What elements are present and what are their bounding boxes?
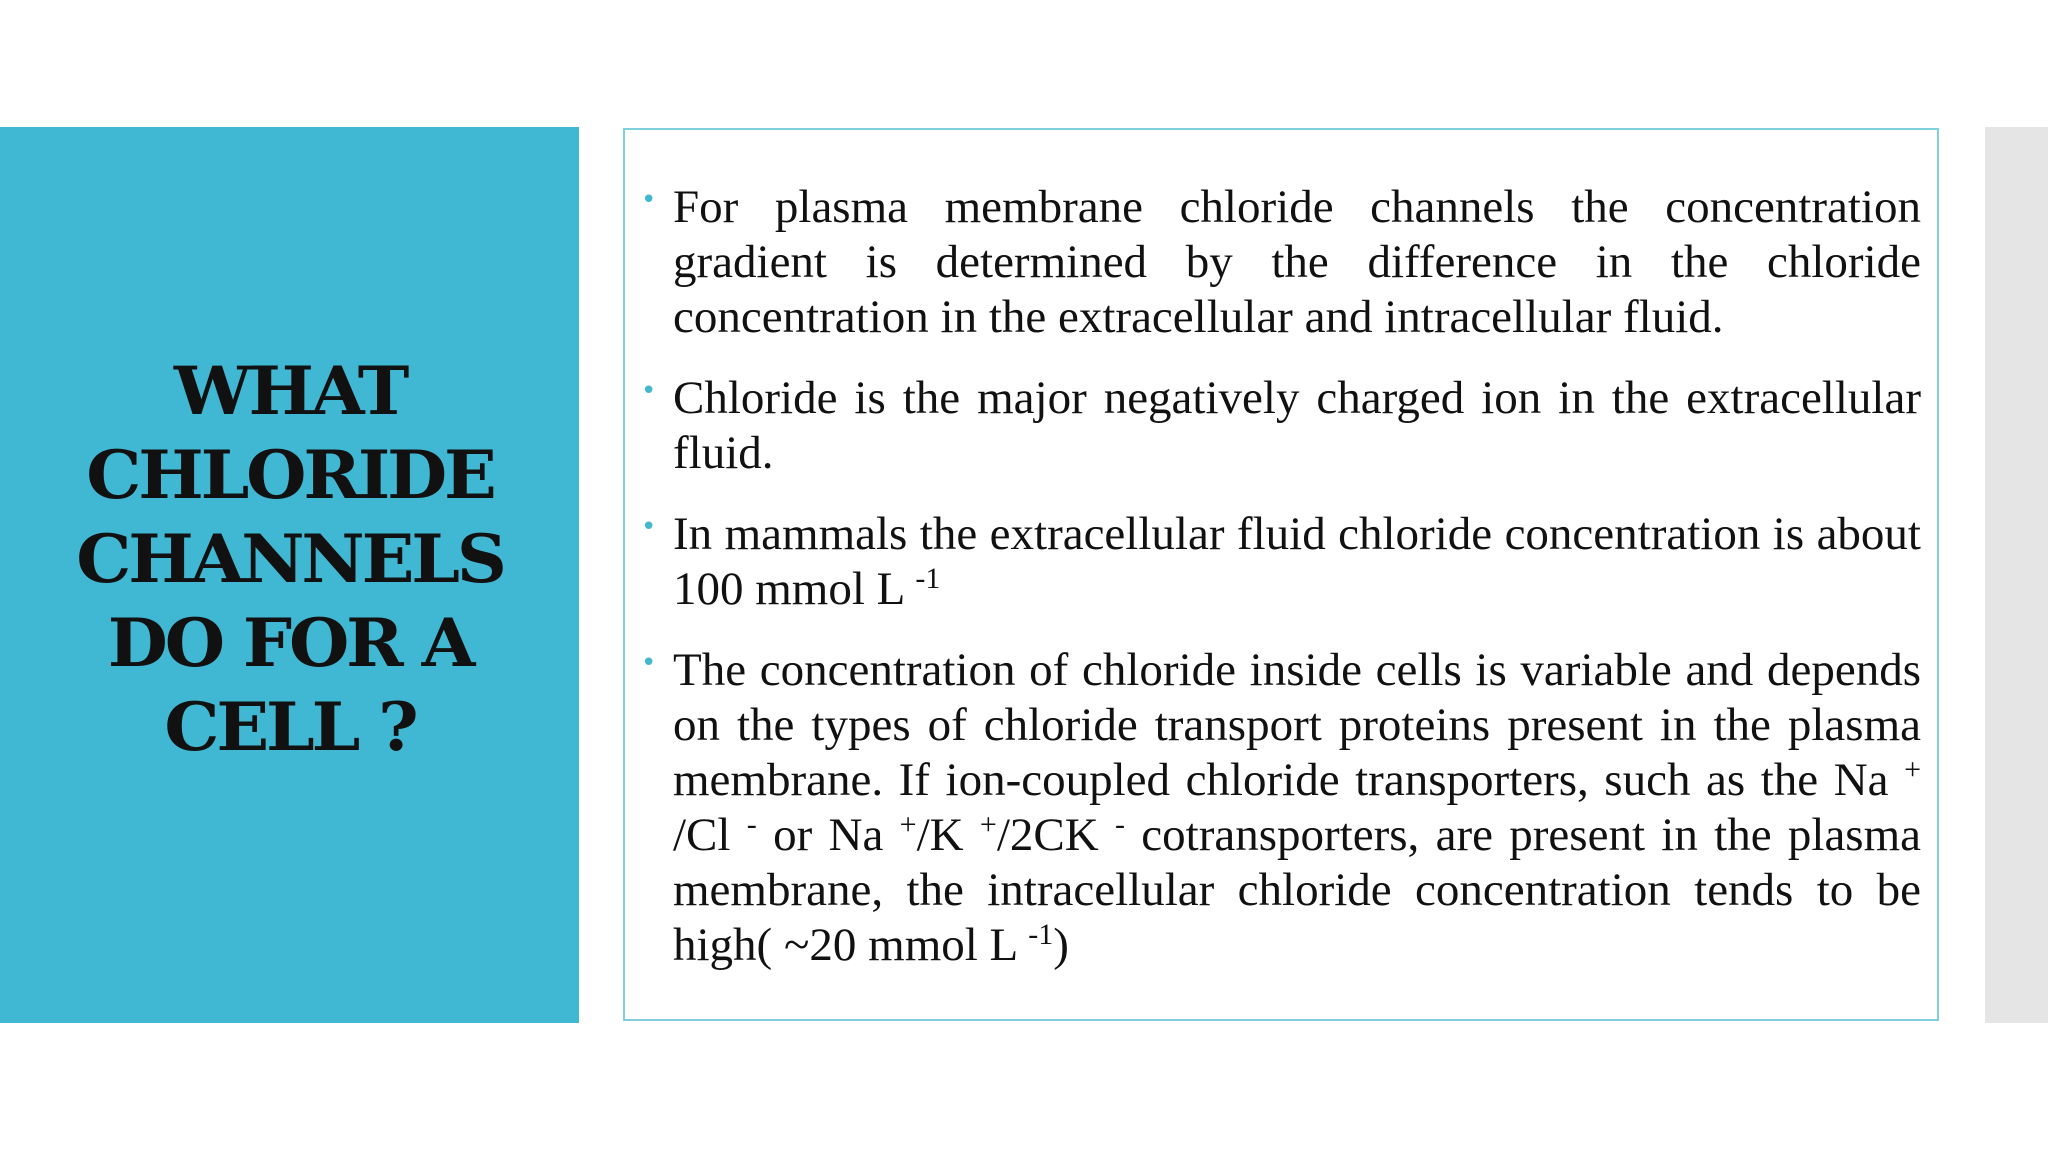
bullet-icon: • bbox=[641, 185, 657, 215]
superscript: -1 bbox=[915, 562, 941, 595]
superscript: + bbox=[979, 808, 997, 841]
bullet-text bbox=[673, 643, 1921, 973]
bullet-text-part: ) bbox=[1053, 919, 1069, 971]
bullet-text-part: /K bbox=[916, 809, 964, 861]
bullet-text-part: The concentration of chloride inside cells is variable and depends on the types of chloride transport proteins present in the plasma membrane. If ion-coupled chloride transporters, such as the Na bbox=[673, 644, 1921, 806]
bullet-text-part: or Na bbox=[756, 809, 884, 861]
superscript: - bbox=[746, 808, 757, 841]
bullet-text-part: In mammals the extracellular fluid chloride concentration is about 100 mmol L bbox=[673, 508, 1921, 615]
superscript: - bbox=[1115, 808, 1125, 841]
superscript: + bbox=[1904, 753, 1921, 786]
bullet-text bbox=[673, 507, 1921, 617]
bullet-item bbox=[641, 180, 1921, 345]
slide-title: WHAT CHLORIDE CHANNELS DO FOR A CELL ? bbox=[75, 352, 504, 766]
content-box bbox=[623, 128, 1939, 1021]
bullet-item bbox=[641, 371, 1921, 481]
bullet-text-part: /Cl bbox=[673, 809, 731, 861]
bullet-item bbox=[641, 643, 1921, 973]
bullet-icon: • bbox=[641, 648, 657, 678]
title-panel bbox=[0, 127, 579, 1023]
bullet-text: Chloride is the major negatively charged ion in the extracellular fluid. bbox=[673, 372, 1921, 479]
superscript: -1 bbox=[1028, 918, 1054, 951]
bullet-list bbox=[641, 180, 1921, 999]
bullet-item bbox=[641, 507, 1921, 617]
bullet-icon: • bbox=[641, 512, 657, 542]
bullet-icon: • bbox=[641, 376, 657, 406]
superscript: + bbox=[899, 808, 917, 841]
bullet-text: For plasma membrane chloride channels the concentration gradient is determined by the difference in the chloride concentration in the extracellular and intracellular fluid. bbox=[673, 181, 1921, 343]
bullet-text-part: /2CK bbox=[996, 809, 1099, 861]
side-strip bbox=[1985, 127, 2048, 1023]
bullet-text-part: cotransporters, are present in the plasma membrane, the intracellular chloride concentration tends to be high( ~20 mmol L bbox=[673, 809, 1922, 971]
